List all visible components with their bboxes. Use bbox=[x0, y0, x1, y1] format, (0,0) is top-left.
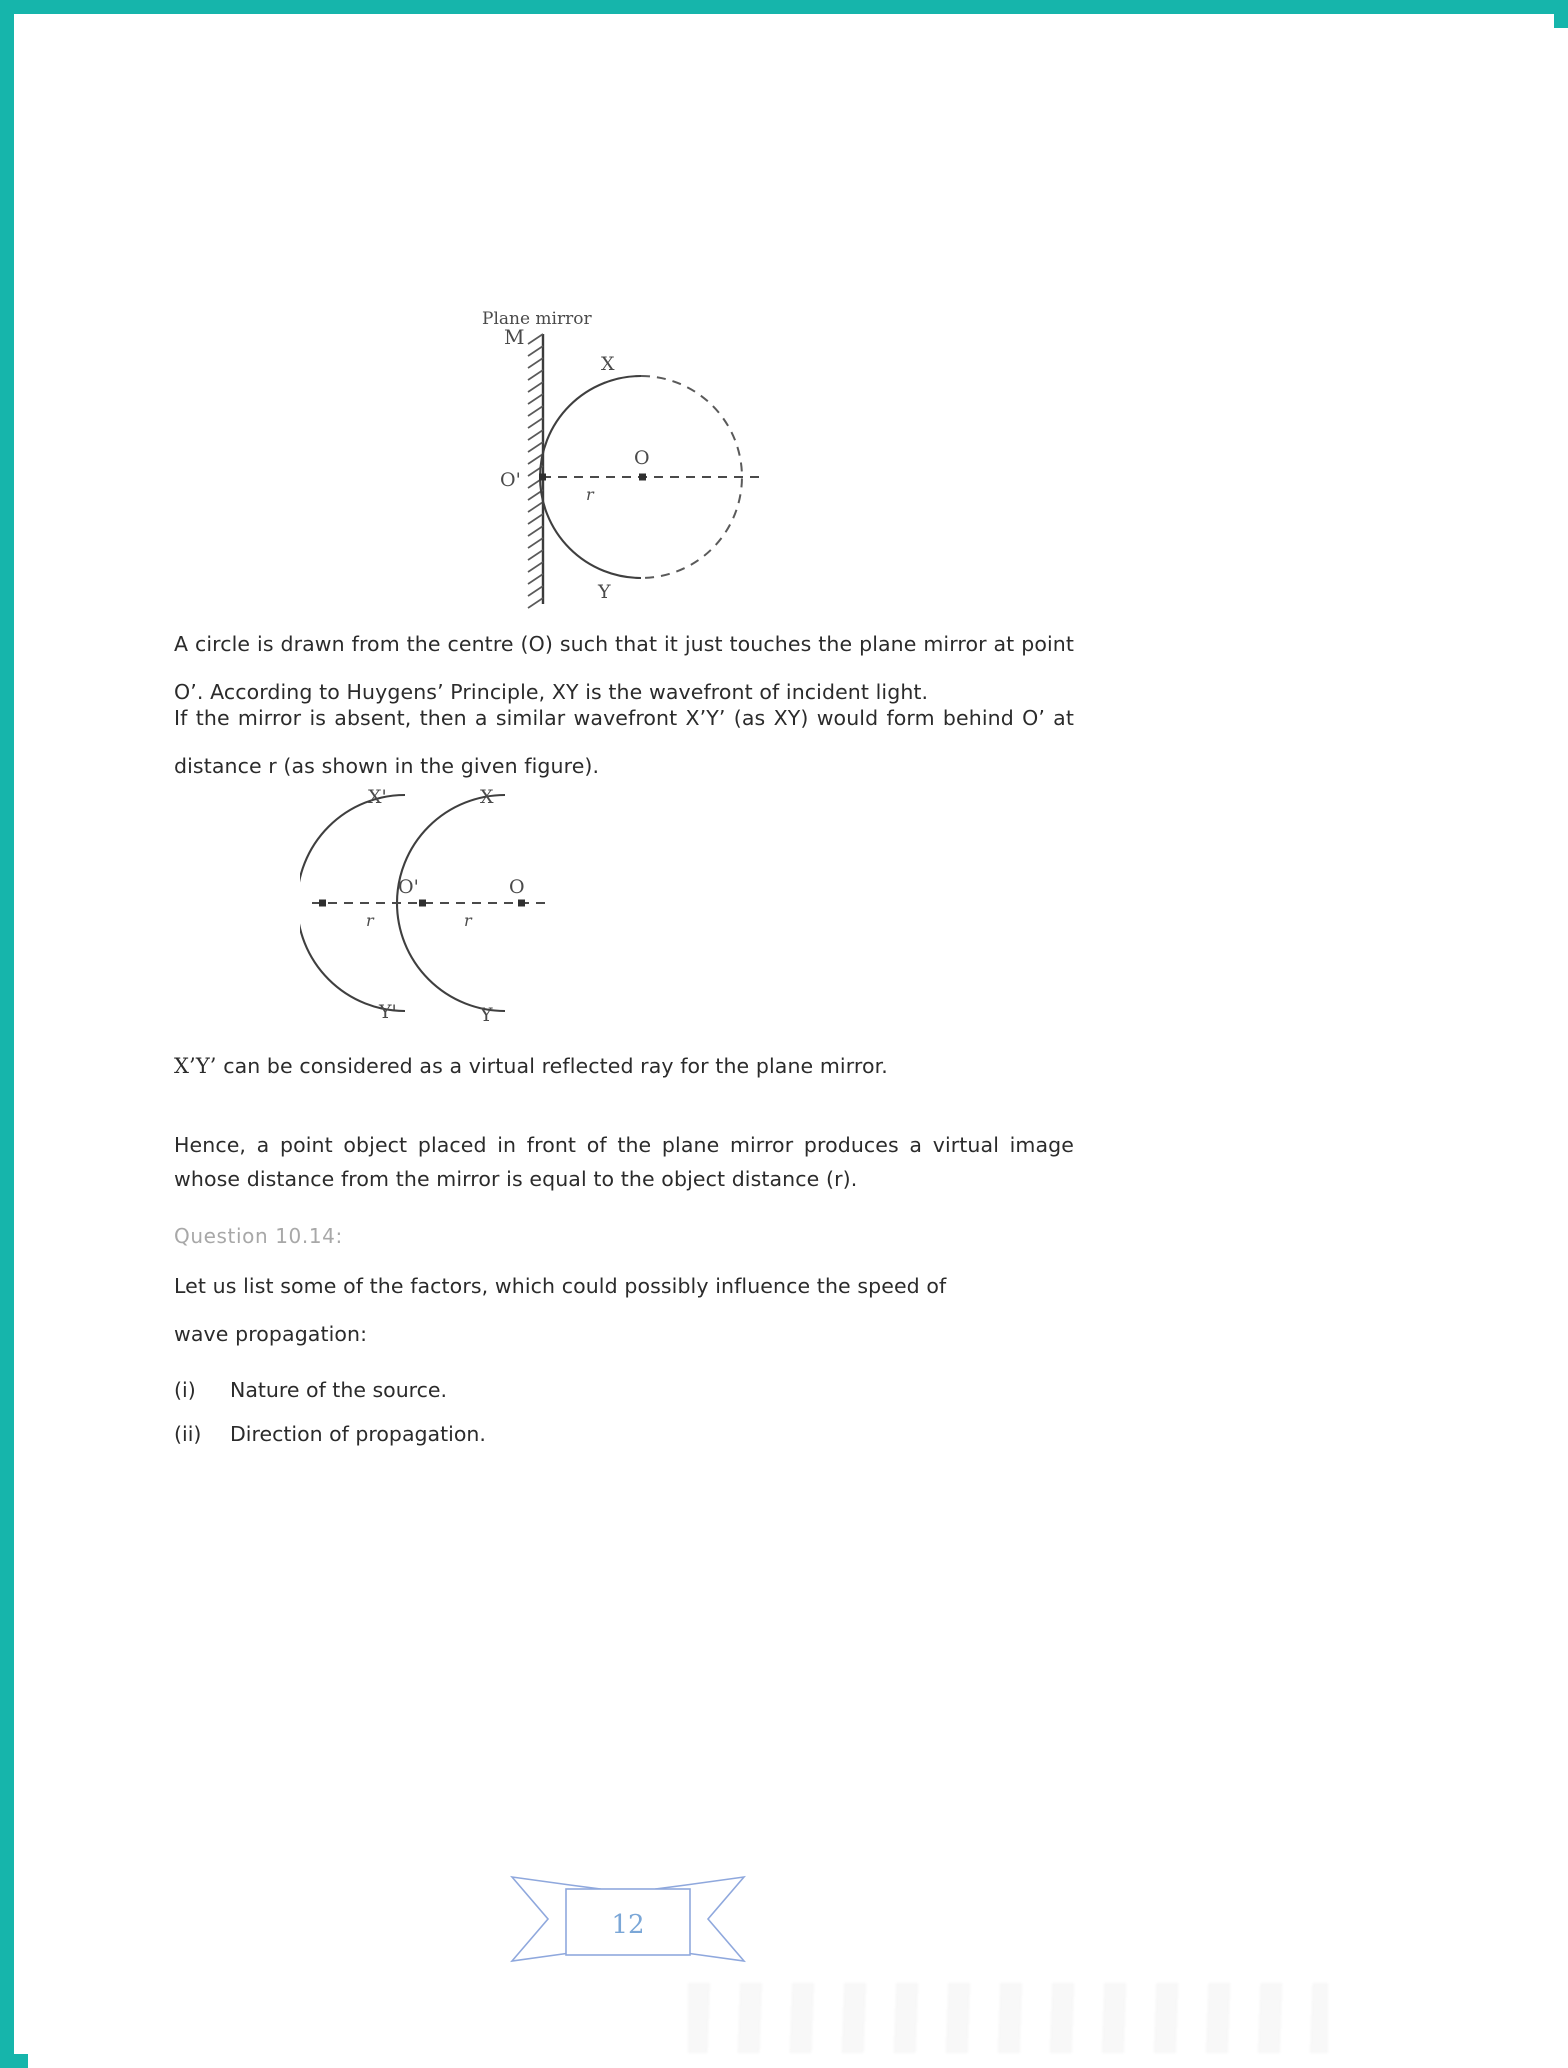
figure1-caption: Plane mirror bbox=[482, 309, 592, 329]
list-item-text: Direction of propagation. bbox=[230, 1422, 486, 1446]
paragraph-mirror-absent: If the mirror is absent, then a similar wavefront X’Y’ (as XY) would form behind O’ at distance r (as shown in the given figure). bbox=[174, 706, 1074, 778]
point-o-marker bbox=[639, 474, 646, 481]
point-o-marker-2 bbox=[518, 900, 525, 907]
label-Y: Y bbox=[598, 581, 611, 603]
label-O-prime: O' bbox=[500, 469, 521, 491]
list-item bbox=[174, 1368, 1074, 1412]
list-item-number: (ii) bbox=[174, 1422, 202, 1446]
figure1-canvas bbox=[468, 286, 798, 616]
scan-artifact-band bbox=[688, 1983, 1328, 2053]
label-r-right: r bbox=[464, 911, 472, 930]
figure-plane-mirror-wavefront bbox=[468, 286, 798, 616]
list-item-number: (i) bbox=[174, 1378, 196, 1402]
label-X-prime: X' bbox=[368, 786, 387, 808]
question-heading: Question 10.14: bbox=[174, 1224, 343, 1248]
point-o-prime-marker bbox=[539, 474, 546, 481]
label-r-left: r bbox=[366, 911, 374, 930]
paragraph3-rest: can be considered as a virtual reflected ray for the plane mirror. bbox=[216, 1054, 888, 1078]
label-O-prime-2: O' bbox=[398, 876, 419, 898]
label-O-2: O bbox=[509, 876, 525, 898]
paragraph-circle-description: A circle is drawn from the centre (O) such that it just touches the plane mirror at point O’. According to Huygens’ Principle, XY is the wavefront of incident light. bbox=[174, 632, 1074, 704]
label-X: X bbox=[601, 353, 615, 375]
paragraph3-lead: X’Y’ bbox=[174, 1054, 217, 1078]
question-intro: Let us list some of the factors, which could possibly influence the speed of wave propagation: bbox=[174, 1274, 947, 1346]
question-block bbox=[174, 1224, 1074, 1456]
label-O: O bbox=[634, 447, 650, 469]
point-left-marker bbox=[319, 900, 326, 907]
paragraph-virtual-reflected-ray bbox=[174, 1051, 1074, 1081]
label-Y-prime: Y' bbox=[379, 1001, 397, 1023]
page-number-ribbon bbox=[508, 1863, 748, 1973]
figure-virtual-wavefront bbox=[300, 773, 590, 1023]
label-M: M bbox=[504, 325, 525, 349]
label-X-2: X bbox=[480, 786, 494, 808]
paragraph-conclusion: Hence, a point object placed in front of the plane mirror produces a virtual image whose distance from the mirror is equal to the object distance (r). bbox=[174, 1133, 1074, 1191]
label-r: r bbox=[586, 485, 594, 504]
point-o-prime-marker-2 bbox=[419, 900, 426, 907]
page-canvas bbox=[28, 28, 1568, 2068]
label-Y-2: Y bbox=[480, 1004, 493, 1023]
list-item bbox=[174, 1412, 1074, 1456]
list-item-text: Nature of the source. bbox=[230, 1378, 448, 1402]
figure2-canvas bbox=[300, 773, 590, 1023]
page-number: 12 bbox=[611, 1910, 645, 1940]
ribbon-canvas bbox=[508, 1863, 748, 1973]
